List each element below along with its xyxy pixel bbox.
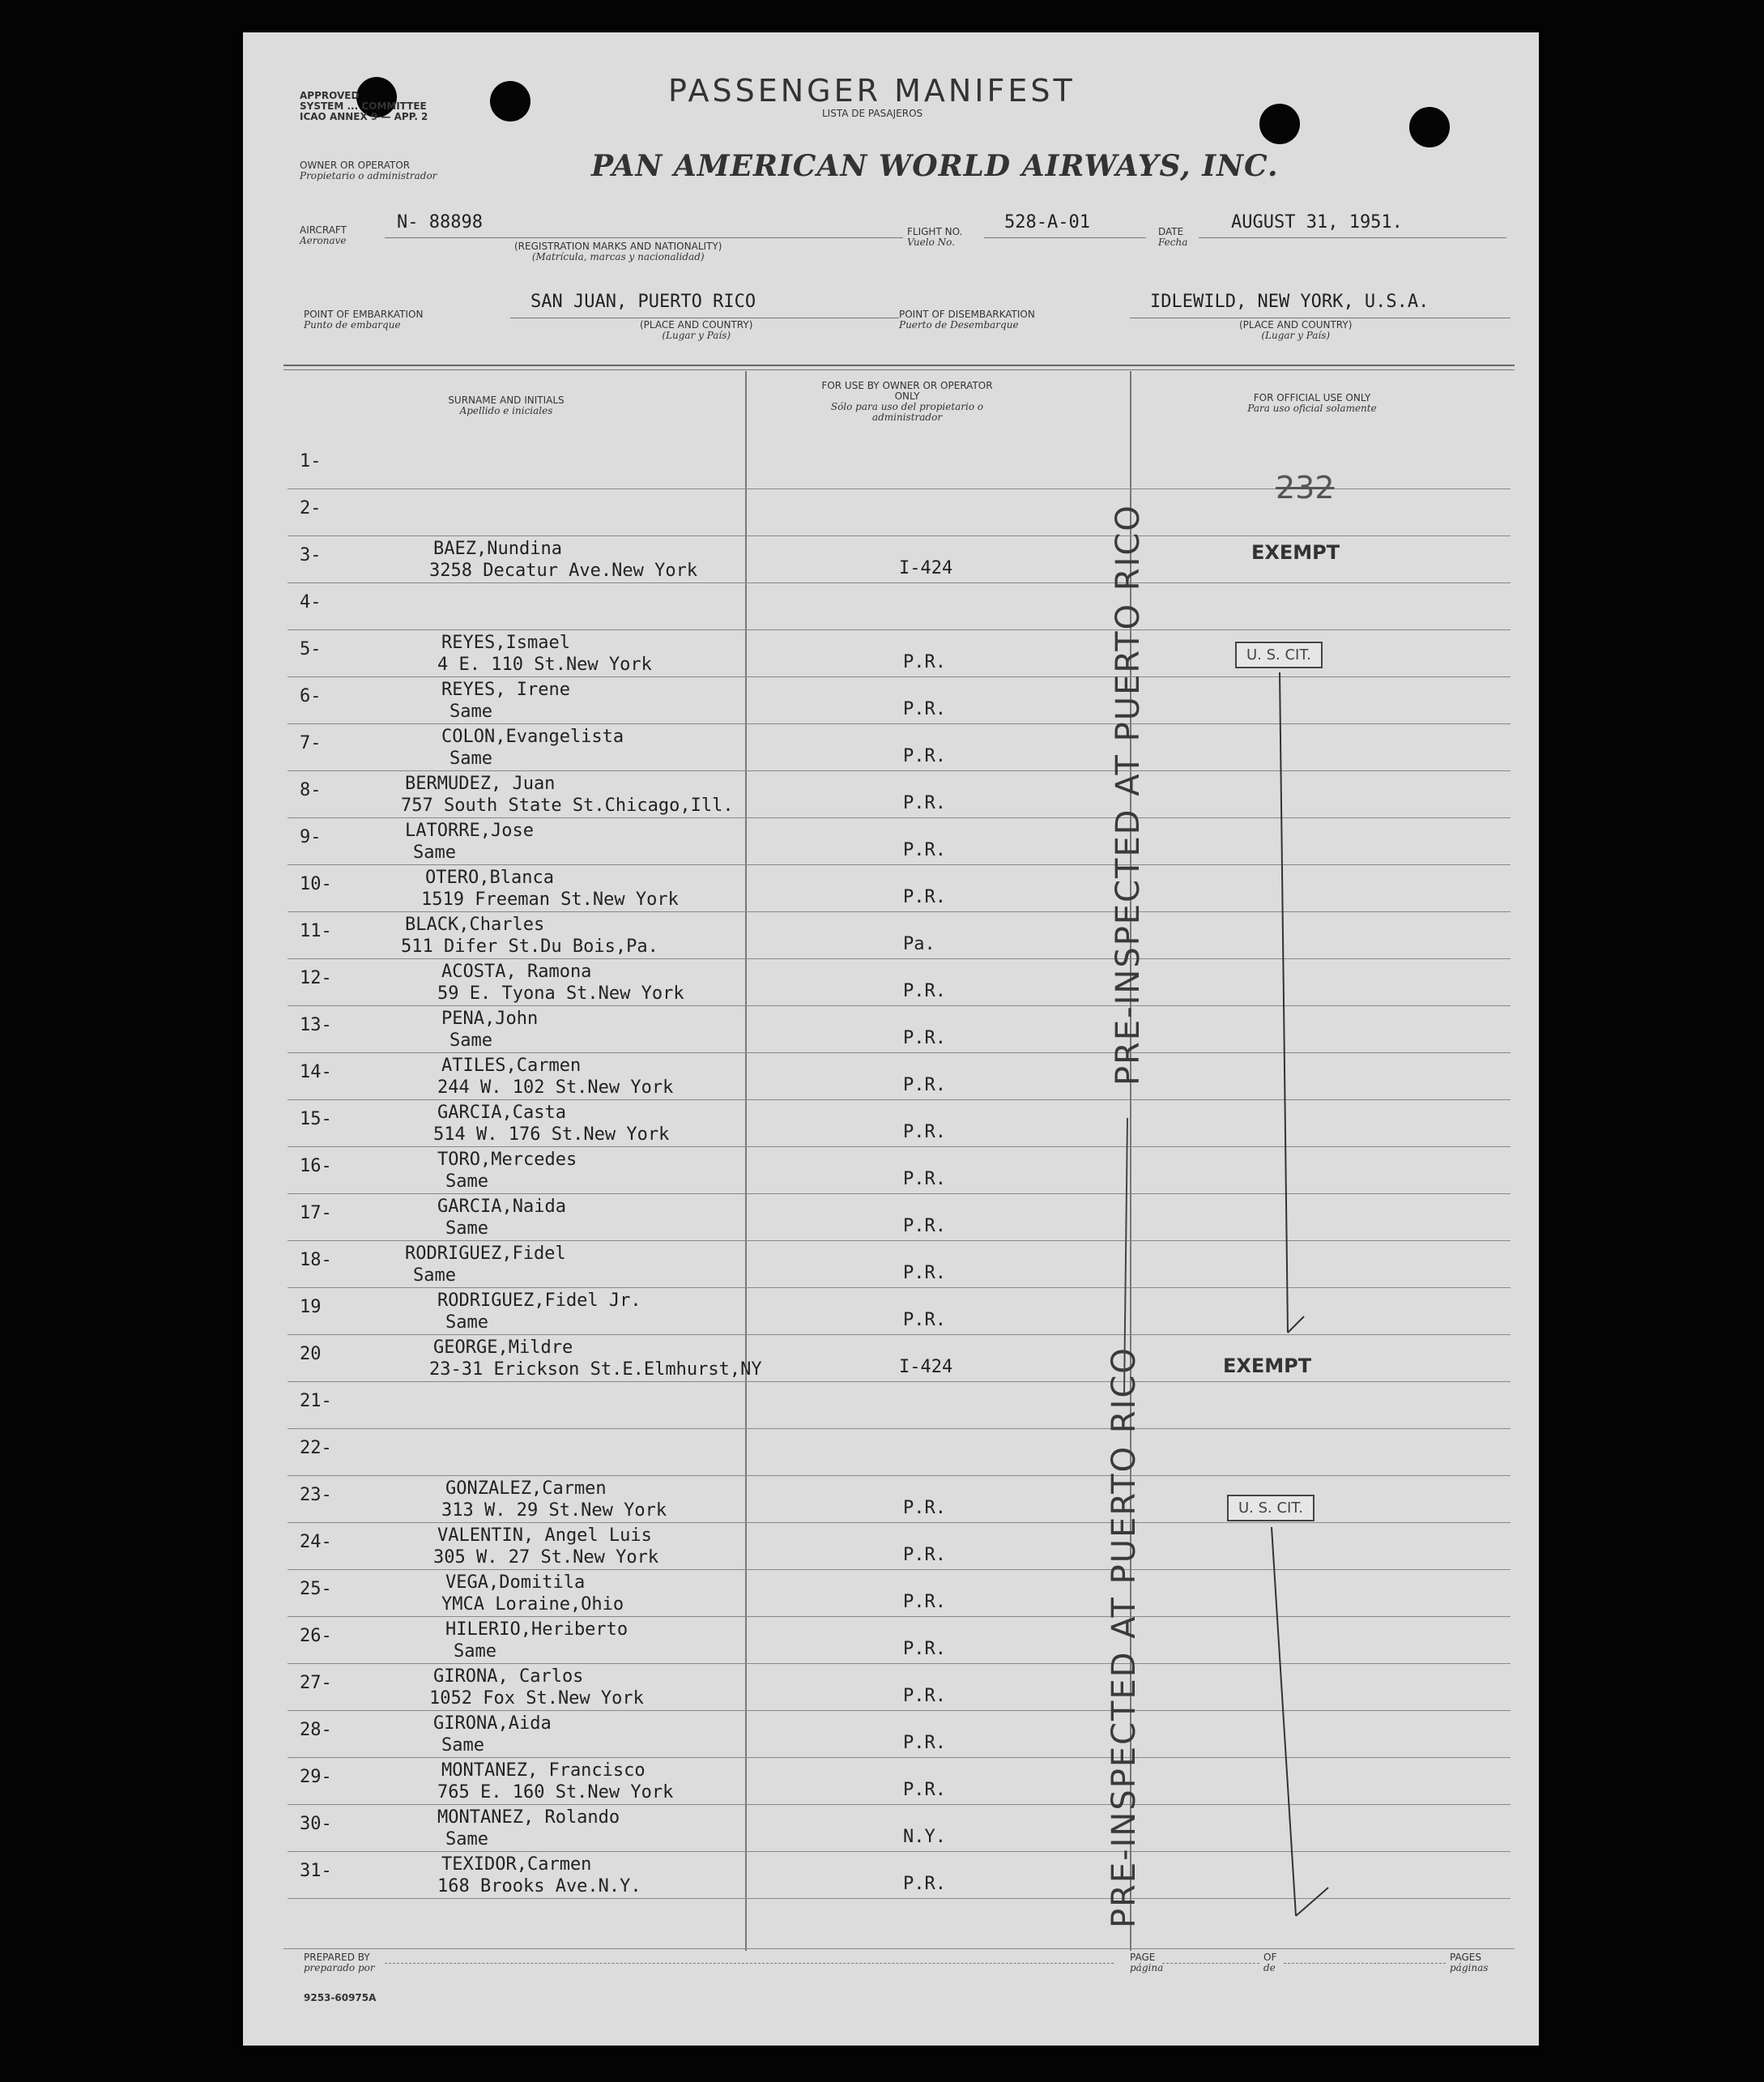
page-label: PAGE página bbox=[1130, 1952, 1164, 1973]
form-subtitle: LISTA DE PASAJEROS bbox=[822, 108, 923, 119]
disembark-place-note: (PLACE AND COUNTRY) (Lugar y País) bbox=[1239, 319, 1353, 341]
stamp-preinspected-2: PRE-INSPECTED AT PUERTO RICO bbox=[1106, 1346, 1143, 1928]
passenger-code: P.R. bbox=[903, 1169, 946, 1189]
passenger-name: GIRONA, Carlos bbox=[433, 1666, 584, 1687]
passenger-address: 765 E. 160 St.New York bbox=[437, 1782, 674, 1803]
passenger-code: P.R. bbox=[903, 887, 946, 907]
passenger-name: RODRIGUEZ,Fidel Jr. bbox=[437, 1291, 641, 1311]
passenger-code: P.R. bbox=[903, 699, 946, 719]
date-value: AUGUST 31, 1951. bbox=[1231, 212, 1403, 233]
passenger-name: TEXIDOR,Carmen bbox=[441, 1854, 592, 1875]
approval-block: APPROVED SYSTEM ... COMMITTEE ICAO ANNEX 9 — APP. 2 bbox=[300, 90, 428, 122]
passenger-name: MONTANEZ, Rolando bbox=[437, 1807, 620, 1828]
aircraft-value: N- 88898 bbox=[397, 212, 483, 233]
row-number: 1- bbox=[300, 451, 322, 471]
passenger-code: P.R. bbox=[903, 981, 946, 1001]
col-header-official: FOR OFFICIAL USE ONLY Para uso oficial solamente bbox=[1247, 392, 1377, 414]
passenger-code: P.R. bbox=[903, 1216, 946, 1236]
passenger-address: 511 Difer St.Du Bois,Pa. bbox=[401, 936, 658, 957]
owner-label: OWNER OR OPERATOR Propietario o administrador bbox=[300, 160, 437, 181]
stamp-preinspected-1: PRE-INSPECTED AT PUERTO RICO bbox=[1110, 504, 1147, 1086]
stamp-exempt-1: EXEMPT bbox=[1251, 541, 1340, 564]
row-number: 3- bbox=[300, 545, 322, 565]
aircraft-note: (REGISTRATION MARKS AND NATIONALITY) (Matrícula, marcas y nacionalidad) bbox=[514, 241, 722, 262]
row-number: 21- bbox=[300, 1391, 332, 1411]
passenger-address: 4 E. 110 St.New York bbox=[437, 655, 652, 675]
row-number: 11- bbox=[300, 921, 332, 941]
passenger-address: 514 W. 176 St.New York bbox=[433, 1124, 670, 1145]
passenger-address: 23-31 Erickson St.E.Elmhurst,NY bbox=[429, 1359, 762, 1380]
passenger-code: I-424 bbox=[899, 1357, 953, 1377]
row-number: 22- bbox=[300, 1438, 332, 1458]
disembark-value: IDLEWILD, NEW YORK, U.S.A. bbox=[1150, 292, 1430, 312]
passenger-address: Same bbox=[445, 1171, 488, 1192]
passenger-code: P.R. bbox=[903, 1733, 946, 1753]
passenger-name: RODRIGUEZ,Fidel bbox=[405, 1244, 566, 1264]
passenger-address: 757 South State St.Chicago,Ill. bbox=[401, 796, 734, 816]
passenger-name: REYES, Irene bbox=[441, 680, 570, 700]
row-number: 29- bbox=[300, 1767, 332, 1787]
row-number: 9- bbox=[300, 827, 322, 847]
manifest-sheet bbox=[243, 32, 1539, 2046]
passenger-code: P.R. bbox=[903, 1639, 946, 1659]
passenger-address: Same bbox=[445, 1218, 488, 1239]
passenger-name: MONTANEZ, Francisco bbox=[441, 1760, 646, 1781]
passenger-address: Same bbox=[413, 1265, 456, 1286]
passenger-name: BAEZ,Nundina bbox=[433, 539, 562, 559]
passenger-name: PENA,John bbox=[441, 1009, 539, 1029]
passenger-name: ACOSTA, Ramona bbox=[441, 962, 592, 982]
passenger-code: Pa. bbox=[903, 934, 935, 954]
passenger-name: OTERO,Blanca bbox=[425, 868, 554, 888]
passenger-address: 313 W. 29 St.New York bbox=[441, 1500, 667, 1521]
row-number: 25- bbox=[300, 1579, 332, 1599]
form-code: 9253-60975A bbox=[304, 1992, 377, 2003]
passenger-name: GARCIA,Casta bbox=[437, 1103, 566, 1123]
passenger-address: 244 W. 102 St.New York bbox=[437, 1077, 674, 1098]
passenger-code: P.R. bbox=[903, 1310, 946, 1330]
row-number: 17- bbox=[300, 1203, 332, 1223]
passenger-code: P.R. bbox=[903, 1780, 946, 1800]
form-title: PASSENGER MANIFEST bbox=[668, 73, 1076, 109]
stamp-us-citizen-2: U. S. CIT. bbox=[1227, 1495, 1314, 1521]
prepared-by-label: PREPARED BY preparado por bbox=[304, 1952, 375, 1973]
passenger-address: Same bbox=[454, 1641, 496, 1662]
pages-label: PAGES páginas bbox=[1450, 1952, 1489, 1973]
passenger-name: ATILES,Carmen bbox=[441, 1056, 582, 1076]
stamp-us-citizen-1: U. S. CIT. bbox=[1235, 642, 1323, 668]
operator-name: PAN AMERICAN WORLD AIRWAYS, INC. bbox=[591, 149, 1279, 183]
row-number: 14- bbox=[300, 1062, 332, 1082]
passenger-name: GARCIA,Naida bbox=[437, 1197, 566, 1217]
passenger-name: REYES,Ismael bbox=[441, 633, 570, 653]
row-number: 26- bbox=[300, 1626, 332, 1646]
passenger-address: 1519 Freeman St.New York bbox=[421, 890, 679, 910]
passenger-name: BLACK,Charles bbox=[405, 915, 545, 935]
row-number: 7- bbox=[300, 733, 322, 753]
row-number: 6- bbox=[300, 686, 322, 706]
row-number: 23- bbox=[300, 1485, 332, 1505]
row-number: 8- bbox=[300, 780, 322, 800]
passenger-code: P.R. bbox=[903, 1545, 946, 1565]
row-number: 24- bbox=[300, 1532, 332, 1552]
passenger-code: P.R. bbox=[903, 1592, 946, 1612]
passenger-code: P.R. bbox=[903, 1686, 946, 1706]
passenger-code: I-424 bbox=[899, 558, 953, 578]
passenger-code: P.R. bbox=[903, 652, 946, 672]
passenger-code: N.Y. bbox=[903, 1827, 946, 1847]
passenger-name: GEORGE,Mildre bbox=[433, 1338, 573, 1358]
disembark-label: POINT OF DISEMBARKATION Puerto de Desembarque bbox=[899, 309, 1035, 331]
row-number: 30- bbox=[300, 1814, 332, 1834]
passenger-code: P.R. bbox=[903, 1874, 946, 1894]
passenger-address: Same bbox=[450, 702, 492, 722]
passenger-address: Same bbox=[450, 1030, 492, 1051]
embark-place-note: (PLACE AND COUNTRY) (Lugar y País) bbox=[640, 319, 753, 341]
row-number: 10- bbox=[300, 874, 332, 894]
passenger-code: P.R. bbox=[903, 1028, 946, 1048]
passenger-address: Same bbox=[450, 749, 492, 769]
embark-value: SAN JUAN, PUERTO RICO bbox=[530, 292, 756, 312]
passenger-address: Same bbox=[445, 1829, 488, 1849]
passenger-address: YMCA Loraine,Ohio bbox=[441, 1594, 624, 1615]
passenger-address: 1052 Fox St.New York bbox=[429, 1688, 644, 1709]
stamp-exempt-2: EXEMPT bbox=[1223, 1355, 1312, 1377]
col-header-owner: FOR USE BY OWNER OR OPERATOR ONLY Sólo para uso del propietario o administrador bbox=[821, 380, 993, 423]
of-label: OF de bbox=[1263, 1952, 1277, 1973]
row-number: 5- bbox=[300, 639, 322, 659]
passenger-code: P.R. bbox=[903, 746, 946, 766]
embark-label: POINT OF EMBARKATION Punto de embarque bbox=[304, 309, 424, 331]
passenger-address: 168 Brooks Ave.N.Y. bbox=[437, 1876, 641, 1896]
passenger-address: 59 E. Tyona St.New York bbox=[437, 983, 684, 1004]
passenger-address: 3258 Decatur Ave.New York bbox=[429, 561, 698, 581]
row-number: 27- bbox=[300, 1673, 332, 1693]
flight-value: 528-A-01 bbox=[1004, 212, 1090, 233]
row-number: 4- bbox=[300, 592, 322, 612]
row-number: 12- bbox=[300, 968, 332, 988]
passenger-address: Same bbox=[445, 1312, 488, 1333]
row-number: 31- bbox=[300, 1861, 332, 1881]
passenger-name: VEGA,Domitila bbox=[445, 1572, 586, 1593]
passenger-address: Same bbox=[413, 843, 456, 863]
passenger-name: COLON,Evangelista bbox=[441, 727, 624, 747]
passenger-name: LATORRE,Jose bbox=[405, 821, 534, 841]
passenger-address: Same bbox=[441, 1735, 484, 1756]
passenger-name: TORO,Mercedes bbox=[437, 1150, 577, 1170]
passenger-name: GONZALEZ,Carmen bbox=[445, 1478, 607, 1499]
bracket-marks bbox=[243, 32, 1539, 2046]
row-number: 28- bbox=[300, 1720, 332, 1740]
passenger-name: GIRONA,Aida bbox=[433, 1713, 552, 1734]
passenger-code: P.R. bbox=[903, 793, 946, 813]
passenger-code: P.R. bbox=[903, 1122, 946, 1142]
passenger-code: P.R. bbox=[903, 1498, 946, 1518]
passenger-name: BERMUDEZ, Juan bbox=[405, 774, 556, 794]
row-number: 20 bbox=[300, 1344, 322, 1364]
date-label: DATE Fecha bbox=[1158, 226, 1188, 248]
passenger-name: VALENTIN, Angel Luis bbox=[437, 1525, 652, 1546]
passenger-name: HILERIO,Heriberto bbox=[445, 1619, 628, 1640]
stamp-number-232: 232 bbox=[1276, 470, 1335, 506]
row-number: 19 bbox=[300, 1297, 322, 1317]
passenger-code: P.R. bbox=[903, 840, 946, 860]
row-number: 2- bbox=[300, 498, 322, 518]
row-number: 13- bbox=[300, 1015, 332, 1035]
aircraft-label: AIRCRAFT Aeronave bbox=[300, 224, 347, 246]
row-number: 18- bbox=[300, 1250, 332, 1270]
passenger-code: P.R. bbox=[903, 1263, 946, 1283]
passenger-address: 305 W. 27 St.New York bbox=[433, 1547, 659, 1568]
row-number: 16- bbox=[300, 1156, 332, 1176]
col-header-name: SURNAME AND INITIALS Apellido e iniciales bbox=[448, 395, 565, 416]
flight-label: FLIGHT NO. Vuelo No. bbox=[907, 226, 963, 248]
passenger-code: P.R. bbox=[903, 1075, 946, 1095]
row-number: 15- bbox=[300, 1109, 332, 1129]
